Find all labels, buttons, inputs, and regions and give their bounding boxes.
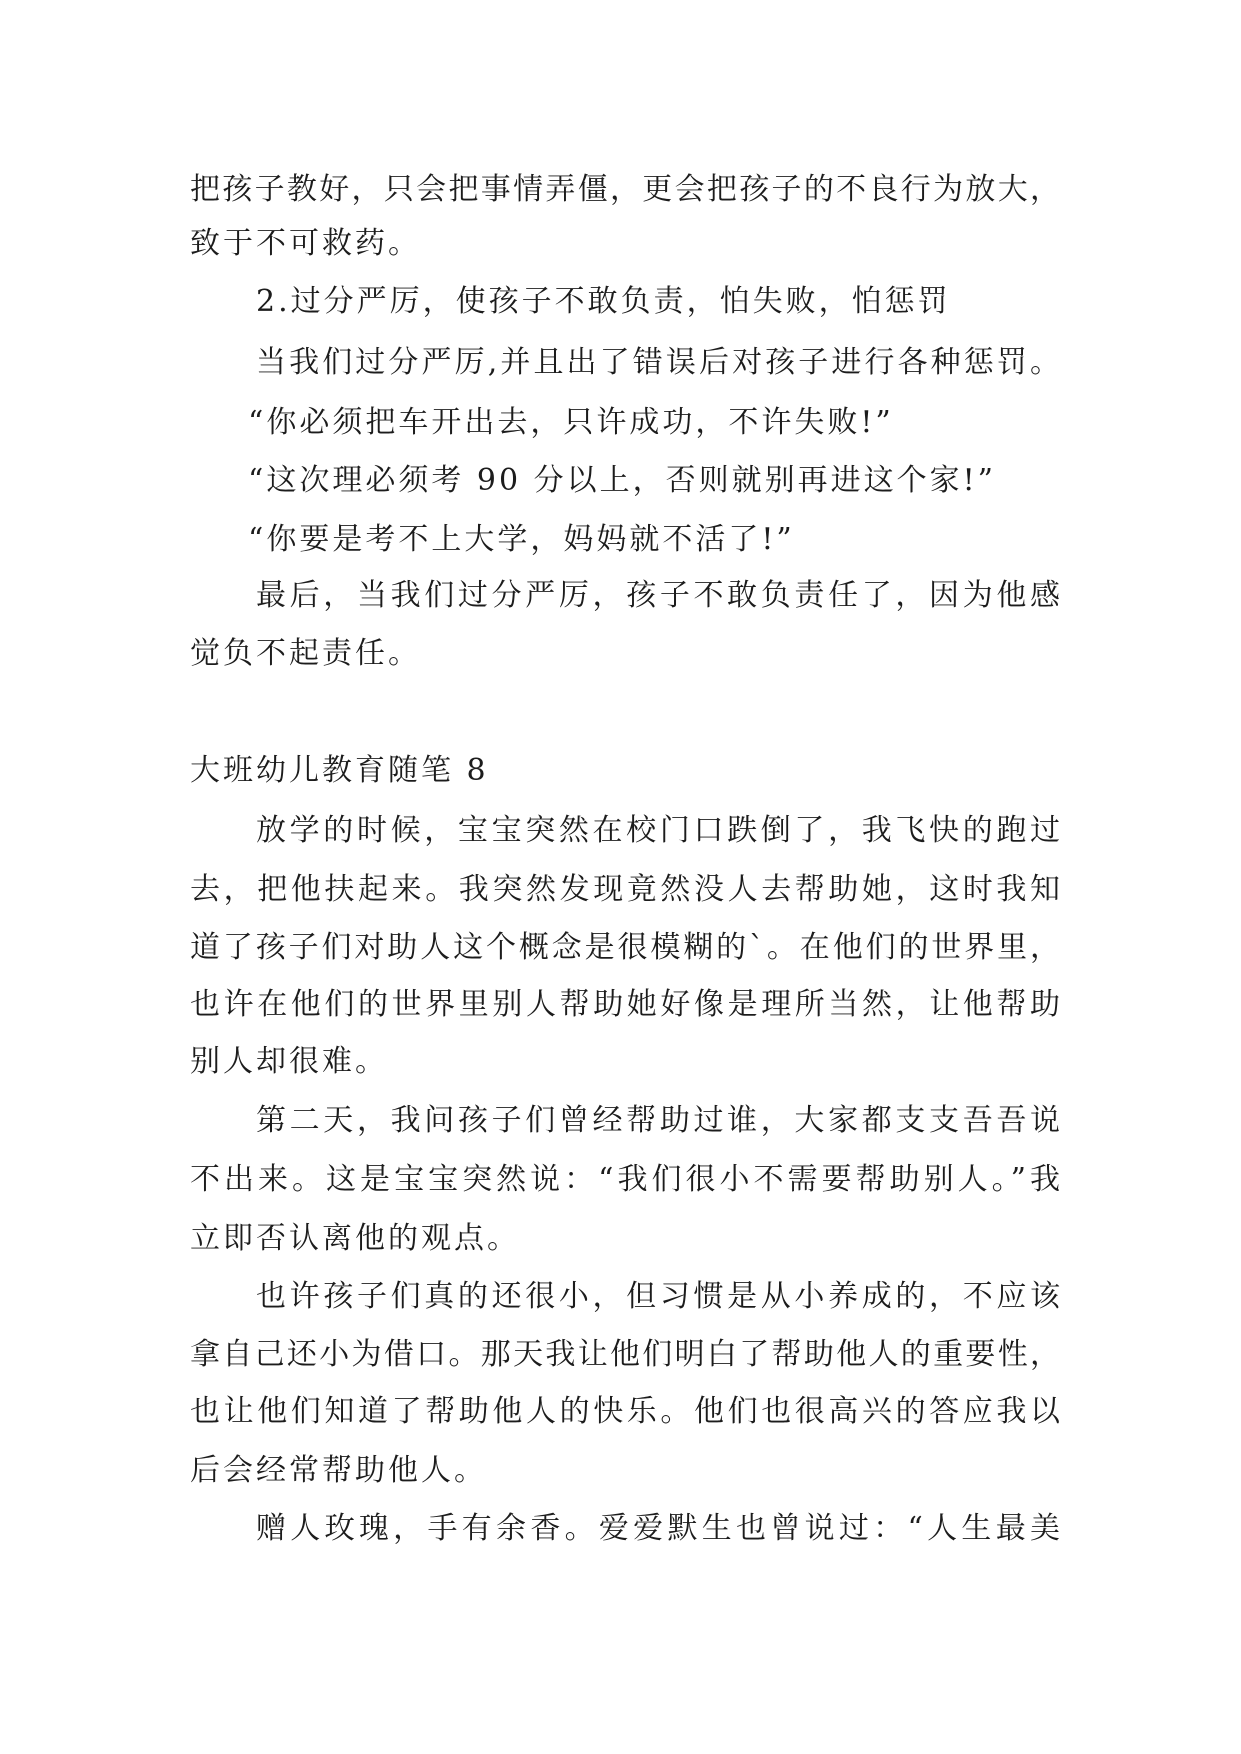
text-line: “你要是考不上大学，妈妈就不活了!” [248,522,795,557]
text-line: 放学的时候，宝宝突然在校门口跌倒了，我飞快的跑过 [256,813,1060,848]
text-line: 也让他们知道了帮助他人的快乐。他们也很高兴的答应我以 [190,1394,1060,1429]
text-line: 也许在他们的世界里别人帮助她好像是理所当然，让他帮助 [190,987,1060,1022]
text-line: 也许孩子们真的还很小，但习惯是从小养成的，不应该 [256,1279,1060,1314]
text-line: 立即否认离他的观点。 [190,1221,520,1256]
text-line: 觉负不起责任。 [190,636,421,671]
text-line: 赠人玫瑰，手有余香。爱爱默生也曾说过：“人生最美 [256,1511,1060,1546]
text-line: 别人却很难。 [190,1044,388,1079]
text-line: 去，把他扶起来。我突然发现竟然没人去帮助她，这时我知 [190,872,1060,907]
text-line: 不出来。这是宝宝突然说：“我们很小不需要帮助别人。”我 [190,1162,1060,1197]
text-line: 当我们过分严厉,并且出了错误后对孩子进行各种惩罚。 [256,345,1060,380]
text-line: “你必须把车开出去，只许成功，不许失败!” [248,405,894,440]
text-line: 最后，当我们过分严厉，孩子不敢负责任了，因为他感 [256,578,1060,613]
text-line: 把孩子教好，只会把事情弄僵，更会把孩子的不良行为放大， [190,172,1060,207]
text-line: “这次理必须考 90 分以上，否则就别再进这个家!” [248,463,996,498]
text-line: 道了孩子们对助人这个概念是很模糊的`。在他们的世界里， [190,930,1060,965]
text-line: 拿自己还小为借口。那天我让他们明白了帮助他人的重要性， [190,1337,1060,1372]
text-line: 第二天，我问孩子们曾经帮助过谁，大家都支支吾吾说 [256,1103,1060,1138]
text-line: 后会经常帮助他人。 [190,1453,487,1488]
text-line: 致于不可救药。 [190,226,421,261]
section-heading: 大班幼儿教育随笔 8 [190,753,489,788]
text-line: 2.过分严厉，使孩子不敢负责，怕失败，怕惩罚 [256,284,951,319]
